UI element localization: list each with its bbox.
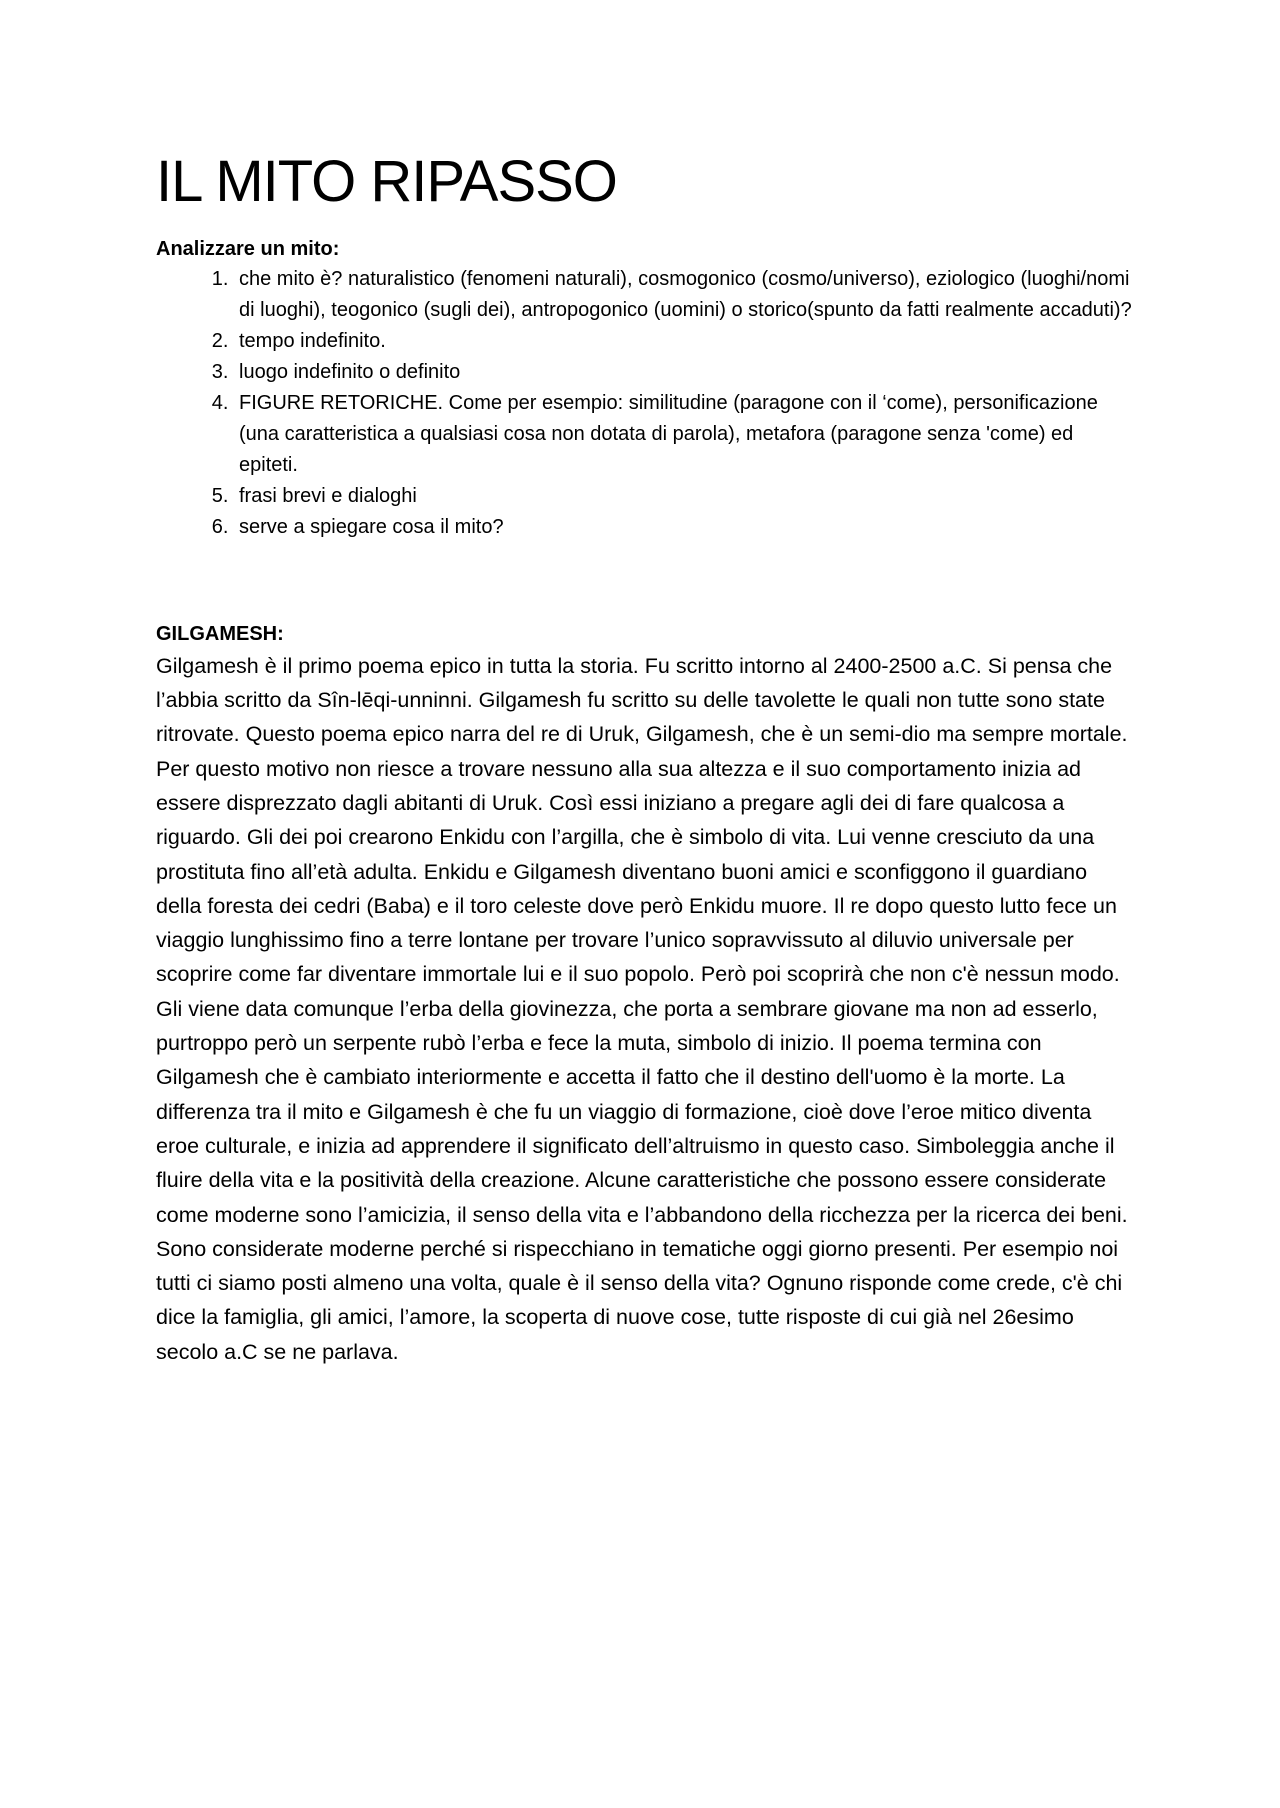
- list-item: 6. serve a spiegare cosa il mito?: [234, 512, 1136, 543]
- list-item: 3. luogo indefinito o definito: [234, 357, 1136, 388]
- gilgamesh-heading: GILGAMESH:: [156, 622, 284, 645]
- list-item: 2. tempo indefinito.: [234, 326, 1136, 357]
- document-page: [156, 150, 1136, 1369]
- list-item: 5. frasi brevi e dialoghi: [234, 481, 1136, 512]
- analysis-section: [156, 234, 1136, 543]
- analysis-heading: Analizzare un mito:: [156, 237, 340, 260]
- list-item: 4. FIGURE RETORICHE. Come per esempio: similitudine (paragone con il ‘come), personificazione (una caratteristica a qualsiasi cosa non dotata di parola), metafora (paragone senza 'come) ed epiteti.: [234, 388, 1136, 481]
- gilgamesh-paragraph: Gilgamesh è il primo poema epico in tutta la storia. Fu scritto intorno al 2400-2500 a.C. Si pensa che l’abbia scritto da Sîn-lēqi-unninni. Gilgamesh fu scritto su delle tavolette le quali non tutte sono state ritrovate. Questo poema epico narra del re di Uruk, Gilgamesh, che è un semi-dio ma sempre mortale. Per questo motivo non riesce a trovare nessuno alla sua altezza e il suo comportamento inizia ad essere disprezzato dagli abitanti di Uruk. Così essi iniziano a pregare agli dei di fare qualcosa a riguardo. Gli dei poi crearono Enkidu con l’argilla, che è simbolo di vita. Lui venne cresciuto da una prostituta fino all’età adulta. Enkidu e Gilgamesh diventano buoni amici e sconfiggono il guardiano della foresta dei cedri (Baba) e il toro celeste dove però Enkidu muore. Il re dopo questo lutto fece un viaggio lunghissimo fino a terre lontane per trovare l’unico sopravvissuto al diluvio universale per scoprire come far diventare immortale lui e il suo popolo. Però poi scoprirà che non c'è nessun modo. Gli viene data comunque l’erba della giovinezza, che porta a sembrare giovane ma non ad esserlo, purtroppo però un serpente rubò l’erba e fece la muta, simbolo di inizio. Il poema termina con Gilgamesh che è cambiato interiormente e accetta il fatto che il destino dell'uomo è la morte. La differenza tra il mito e Gilgamesh è che fu un viaggio di formazione, cioè dove l’eroe mitico diventa eroe culturale, e inizia ad apprendere il significato dell’altruismo in questo caso. Simboleggia anche il fluire della vita e la positività della creazione. Alcune caratteristiche che possono essere considerate come moderne sono l’amicizia, il senso della vita e l’abbandono della ricchezza per la ricerca dei beni. Sono considerate moderne perché si rispecchiano in tematiche oggi giorno presenti. Per esempio noi tutti ci siamo posti almeno una volta, quale è il senso della vita? Ognuno risponde come crede, c'è chi dice la famiglia, gli amici, l’amore, la scoperta di nuove cose, tutte risposte di cui già nel 26esimo secolo a.C se ne parlava.: [156, 653, 1128, 1364]
- gilgamesh-section: [156, 619, 1136, 1369]
- list-item: 1. che mito è? naturalistico (fenomeni naturali), cosmogonico (cosmo/universo), eziologico (luoghi/nomi di luoghi), teogonico (sugli dei), antropogonico (uomini) o storico(spunto da fatti realmente accaduti)?: [234, 264, 1136, 326]
- page-title: IL MITO RIPASSO: [156, 149, 617, 214]
- analysis-list: [156, 264, 1136, 543]
